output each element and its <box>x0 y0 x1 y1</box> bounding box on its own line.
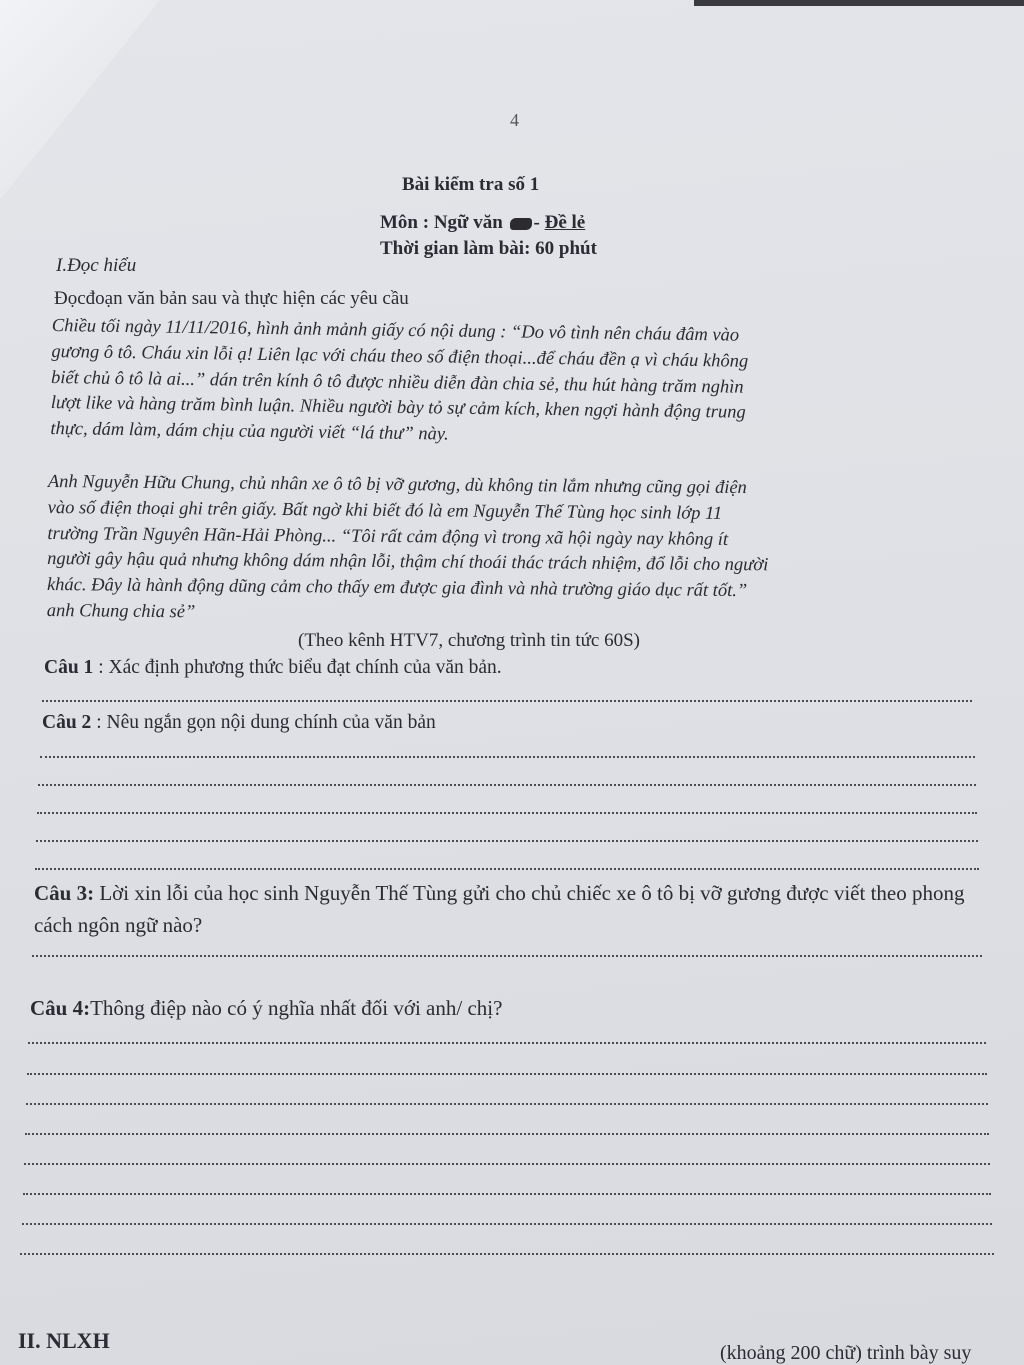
question-label: Câu 3: <box>34 881 95 905</box>
answer-line <box>22 1223 992 1225</box>
paragraph-line: lượt like và hàng trăm bình luận. Nhiều người bày tỏ sự cảm kích, khen ngợi hành động trung <box>50 393 746 424</box>
question-label: Câu 1 <box>44 657 94 678</box>
answer-line <box>40 756 975 758</box>
source-citation: (Theo kênh HTV7, chương trình tin tức 60S) <box>298 630 640 651</box>
question-1 <box>44 657 502 679</box>
question-separator: : <box>91 712 107 733</box>
page-number: 4 <box>510 110 519 130</box>
reading-instruction: Đọcđoạn văn bản sau và thực hiện các yêu cầu <box>54 288 409 309</box>
question-4 <box>30 996 502 1021</box>
answer-line <box>42 700 972 702</box>
reading-paragraph-2 <box>47 470 769 631</box>
answer-line <box>26 1103 988 1105</box>
answer-line <box>20 1253 994 1255</box>
paragraph-line: thực, dám làm, dám chịu của người viết “lá thư” này. <box>50 419 449 445</box>
question-text: Xác định phương thức biểu đạt chính của văn bản. <box>108 657 502 678</box>
question-label: Câu 4: <box>30 996 91 1020</box>
paragraph-line: Chiều tối ngày 11/11/2016, hình ảnh mảnh giấy có nội dung : “Do vô tình nên cháu đâm vào <box>51 315 740 346</box>
paragraph-line: Anh Nguyễn Hữu Chung, chủ nhân xe ô tô bị vỡ gương, dù không tin lắm nhưng cũng gọi điện <box>47 471 747 499</box>
question-separator: : <box>93 657 109 678</box>
question-3 <box>34 877 994 941</box>
exam-title: Bài kiểm tra số 1 <box>402 174 540 195</box>
answer-line <box>24 1163 990 1165</box>
dark-edge <box>694 0 1024 6</box>
answer-line <box>28 1042 986 1044</box>
section-nlxh-title: II. NLXH <box>18 1328 110 1353</box>
subject-prefix: Môn : Ngữ văn <box>380 212 503 233</box>
paragraph-line: vào số điện thoại ghi trên giấy. Bất ngờ khi biết đó là em Nguyễn Thế Tùng học sinh lớp 11 <box>47 497 723 524</box>
paragraph-line: gương ô tô. Cháu xin lỗi ạ! Liên lạc với cháu theo số điện thoại...để cháu đền ạ vì cháu không <box>51 341 749 372</box>
section-reading-title: I.Đọc hiểu <box>56 255 137 276</box>
paragraph-line: khác. Đây là hành động dũng cảm cho thấy em được gia đình và nhà trường giáo dục rất tốt.” <box>46 575 748 602</box>
answer-line <box>23 1193 991 1195</box>
question-label: Câu 2 <box>42 712 92 733</box>
question-text: Nêu ngắn gọn nội dung chính của văn bản <box>106 712 436 733</box>
section-nlxh-text: (khoảng 200 chữ) trình bày suy <box>720 1342 972 1364</box>
answer-line <box>37 812 977 814</box>
exam-subject <box>380 212 585 234</box>
ink-blot <box>510 218 532 230</box>
answer-line <box>32 955 982 957</box>
paragraph-line: biết chủ ô tô là ai...” dán trên kính ô tô được nhiều diễn đàn chia sẻ, thu hút hàng trăm nghìn <box>50 367 744 398</box>
question-2 <box>42 712 436 734</box>
subject-dash: - <box>533 212 540 233</box>
subject-variant: Đề lẻ <box>544 212 586 233</box>
paragraph-line: anh Chung chia sẻ” <box>46 600 196 623</box>
answer-line <box>38 784 976 786</box>
question-text: Thông điệp nào có ý nghĩa nhất đối với anh/ chị? <box>90 996 503 1020</box>
reading-paragraph-1 <box>50 314 748 453</box>
answer-line <box>36 840 978 842</box>
folded-sheet-corner <box>0 0 160 200</box>
paragraph-line: người gây hậu quả nhưng không dám nhận lỗi, thậm chí thoái thác trách nhiệm, đổ lỗi cho người <box>47 549 769 576</box>
answer-line <box>25 1133 989 1135</box>
answer-line <box>27 1073 987 1075</box>
exam-time: Thời gian làm bài: 60 phút <box>380 238 597 259</box>
question-text: Lời xin lỗi của học sinh Nguyễn Thế Tùng gửi cho chủ chiếc xe ô tô bị vỡ gương được viết theo phong cách ngôn ngữ nào? <box>34 881 965 937</box>
paragraph-line: trường Trần Nguyên Hãn-Hải Phòng... “Tôi rất cảm động vì trong xã hội ngày nay không ít <box>47 523 729 550</box>
answer-line <box>35 868 979 870</box>
